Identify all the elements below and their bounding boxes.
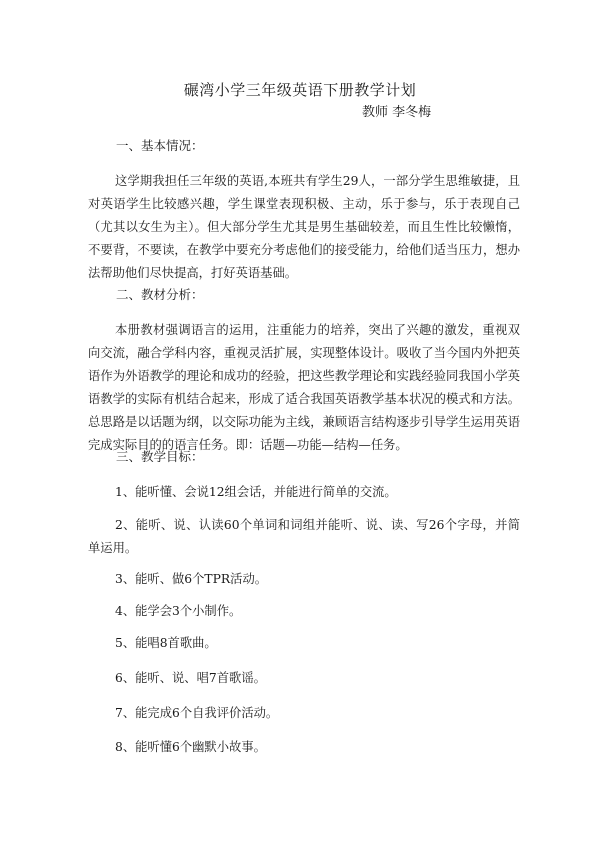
goal-item: 4、能学会3个小制作。	[115, 604, 242, 618]
section-paragraph-basic-situation: 这学期我担任三年级的英语,本班共有学生29人，一部分学生思维敏捷，且对英语学生比较感兴趣，学生课堂表现积极、主动，乐于参与，乐于表现自己（尤其以女生为主）。但大部分学生尤其是男生基础较差，而且生性比较懒惰，不要背，不要读，在教学中要充分考虑他们的接受能力，给他们适当压力，想办法帮助他们尽快提高，打好英语基础。	[88, 174, 520, 280]
goal-item: 2、能听、说、认读60个单词和词组并能听、说、读、写26个字母，并简单运用。	[88, 518, 520, 555]
document-title: 碾湾小学三年级英语下册教学计划	[183, 81, 417, 99]
goal-item: 7、能完成6个自我评价活动。	[115, 706, 279, 720]
section-paragraph-textbook-analysis: 本册教材强调语言的运用，注重能力的培养，突出了兴趣的激发，重视双向交流，融合学科内容，重视灵活扩展，实现整体设计。吸收了当今国内外把英语作为外语教学的理论和成功的经验，把这些教学理论和实践经验同我国小学英语教学的实际有机结合起来，形成了适合我国英语教学基本状况的模式和方法。总思路是以话题为纲，以交际功能为主线，兼顾语言结构逐步引导学生运用英语完成实际目的的语言任务。即：话题—功能—结构—任务。	[88, 323, 520, 452]
section-heading-basic-situation: 一、基本情况：	[116, 138, 204, 153]
goal-item: 8、能听懂6个幽默小故事。	[115, 740, 266, 754]
section-heading-teaching-goals: 三、教学目标：	[116, 449, 204, 464]
goal-item: 5、能唱8首歌曲。	[115, 636, 217, 650]
goal-item: 1、能听懂、会说12组会话，并能进行简单的交流。	[115, 485, 397, 499]
document-author: 教师 李冬梅	[362, 105, 432, 120]
goal-item: 6、能听、说、唱7首歌谣。	[115, 671, 266, 685]
goal-item: 3、能听、做6个TPR活动。	[115, 572, 268, 586]
section-heading-textbook-analysis: 二、教材分析：	[116, 287, 204, 302]
